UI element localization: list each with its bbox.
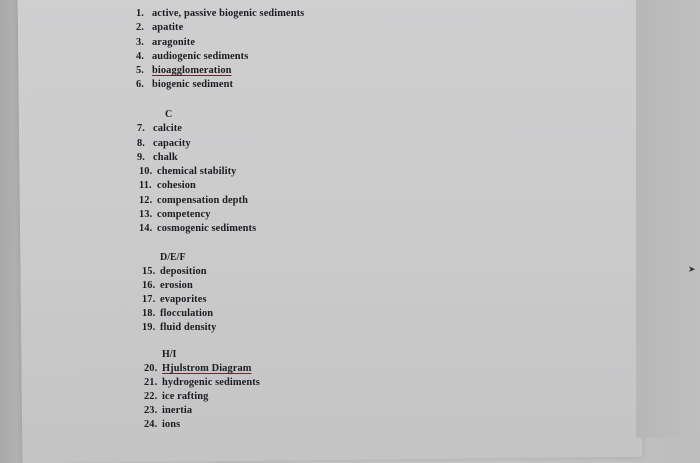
list-item: 16. erosion [142, 280, 193, 291]
list-item: 7. calcite [137, 123, 182, 134]
list-item: 12. compensation depth [139, 195, 248, 206]
list-item: 4. audiogenic sediments [136, 51, 249, 62]
list-item: 3. aragonite [136, 37, 196, 48]
list-item: 10. chemical stability [139, 166, 237, 177]
list-item: 1. active, passive biogenic sediments [136, 8, 305, 19]
list-item: 18. flocculation [142, 308, 214, 319]
list-item: 21. hydrogenic sediments [144, 377, 260, 388]
list-item: 20. Hjulstrom Diagram [144, 363, 252, 374]
list-item: 17. evaporites [142, 294, 207, 305]
cursor-arrow-icon: ➤ [688, 265, 696, 275]
list-item: 23. inertia [144, 405, 193, 416]
list-item: 13. competency [139, 209, 211, 220]
list-item: 6. biogenic sediment [136, 79, 234, 90]
list-item: 15. deposition [142, 266, 207, 277]
section-heading: C [165, 109, 173, 120]
list-item: 19. fluid density [142, 322, 217, 333]
list-item: 9. chalk [137, 152, 178, 163]
list-item: 11. cohesion [139, 180, 196, 191]
list-item: 24. ions [144, 419, 181, 430]
list-item: 22. ice rafting [144, 391, 209, 402]
section-heading: H/I [162, 349, 177, 360]
section-heading: D/E/F [160, 252, 186, 263]
list-item: 5. bioagglomeration [136, 65, 232, 76]
list-item: 2. apatite [136, 22, 184, 33]
list-item: 14. cosmogenic sediments [139, 223, 257, 234]
list-item: 8. capacity [137, 138, 191, 149]
